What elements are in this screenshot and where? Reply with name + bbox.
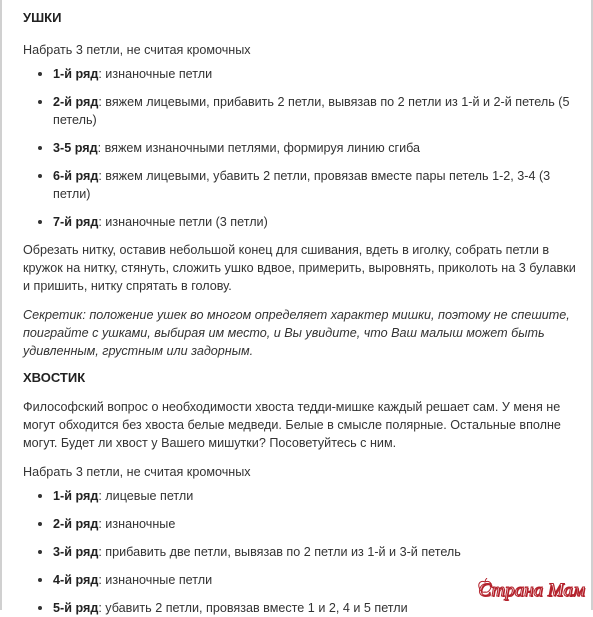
list-item [23,213,585,231]
row-text: : изнаночные петли [98,573,213,587]
row-text: : прибавить две петли, вывязав по 2 петли из 1-й и 3-й петель [98,545,461,559]
left-frame-line [0,0,2,610]
apple-icon [478,578,492,594]
row-text: : лицевые петли [98,489,194,503]
list-item [23,543,585,561]
list-item [23,167,585,203]
tail-intro: Набрать 3 петли, не считая кромочных [23,465,251,479]
ears-paragraph: Обрезать нитку, оставив небольшой конец для сшивания, вдеть в иголку, собрать петли в кружок на нитку, стянуть, сложить ушко вдвое, примерить, выровнять, приколоть на 3 булавки и пришить, нитку спрятать в голову. [23,243,576,293]
row-text: : изнаночные петли [98,67,213,81]
row-label: 7-й ряд [53,215,99,229]
row-label: 2-й ряд [53,517,99,531]
ears-row-list [23,65,585,231]
list-item [23,515,585,533]
list-item [23,139,585,157]
site-watermark-logo [478,582,585,600]
list-item [23,93,585,129]
list-item [23,65,585,83]
list-item [23,599,585,617]
row-label: 1-й ряд [53,67,99,81]
row-label: 3-й ряд [53,545,99,559]
ears-secret-tip: Секретик: положение ушек во многом определяет характер мишки, поэтому не спешите, поиграйте с ушками, выбирая им место, и Вы увидите, что Ваш малыш может быть удивленным, грустным или задорным. [23,308,570,358]
list-item [23,487,585,505]
watermark-text: Страна Мам [478,580,585,601]
ears-intro: Набрать 3 петли, не считая кромочных [23,43,251,57]
row-text: : изнаночные [98,517,176,531]
row-label: 5-й ряд [53,601,99,615]
row-label: 4-й ряд [53,573,99,587]
section-title-ears: УШКИ [23,10,62,25]
row-text: : убавить 2 петли, провязав вместе 1 и 2, 4 и 5 петли [98,601,408,615]
row-label: 6-й ряд [53,169,99,183]
row-label: 2-й ряд [53,95,99,109]
row-label: 3-5 ряд [53,141,98,155]
row-label: 1-й ряд [53,489,99,503]
section-title-tail: ХВОСТИК [23,370,86,385]
row-text: : вяжем лицевыми, прибавить 2 петли, вывязав по 2 петли из 1-й и 2-й петель (5 петель) [53,95,570,127]
row-text: : изнаночные петли (3 петли) [98,215,268,229]
row-text: : вяжем лицевыми, убавить 2 петли, провязав вместе пары петель 1-2, 3-4 (3 петли) [53,169,551,201]
tail-paragraph: Философский вопрос о необходимости хвоста тедди-мишке каждый решает сам. У меня не могут обходится без хвоста белые медведи. Белые в смысле полярные. Остальные вполне могут. Будет ли хвост у Вашего мишутки? Посоветуйтесь с ним. [23,400,561,450]
row-text: : вяжем изнаночными петлями, формируя линию сгиба [97,141,421,155]
